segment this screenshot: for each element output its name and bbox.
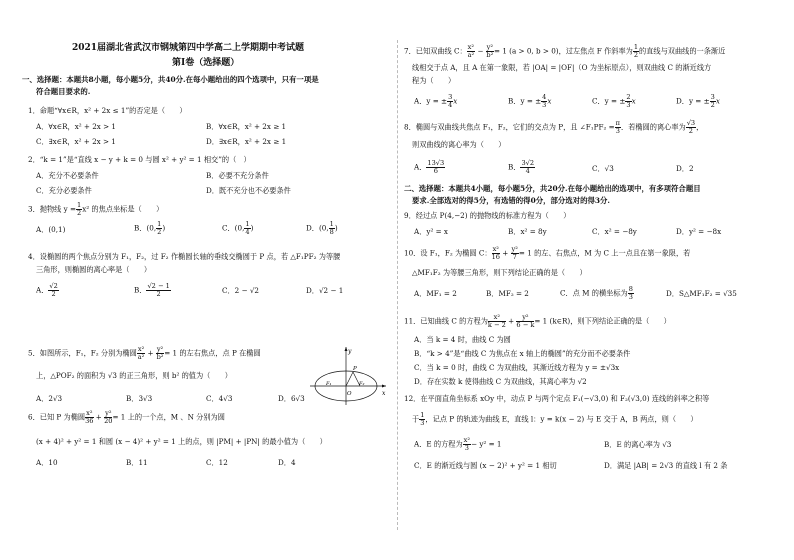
f1-label: F₁ bbox=[326, 381, 332, 387]
q1-option-b: B．∀x∈R，x² + 2x ≥ 1 bbox=[206, 122, 287, 131]
q6-option-b: B．11 bbox=[126, 458, 148, 467]
q5-option-d: D．6√3 bbox=[278, 394, 305, 403]
question-10: 10．设 F₁，F₂ 为椭圆 C： $\frac{\text{x²}}{16}$ + $\frac{\text{y²}}{7}$ = 1 的左、右焦点，M 为 C 上一点且在第一象限，若 bbox=[404, 245, 691, 261]
question-3 bbox=[28, 202, 163, 217]
q2-option-b: B．必要不充分条件 bbox=[206, 171, 269, 180]
section-1-instructions-cont: 符合题目要求的. bbox=[36, 87, 91, 96]
question-7: 7．已知双曲线 C： $\frac{\text{x²}}{\text{a²}}$ − $\frac{\text{y²}}{\text{b²}}$ = 1 (a > 0, b > 0)，过左焦点 F 作斜率为 $\frac{1}{2}$ 的直线与双曲线的一条渐近 bbox=[404, 43, 726, 59]
q12-option-b: B．E 的离心率为 √3 bbox=[604, 440, 672, 449]
question-6-cont: (x + 4)² + y² = 1 和圆 (x − 4)² + y² = 1 上的点，则 |PM| + |PN| 的最小值为（ ） bbox=[36, 437, 327, 446]
q11-option-a: A．当 k = 4 时，曲线 C 为圆 bbox=[414, 335, 511, 344]
question-10-cont: △MF₁F₂ 为等腰三角形，则下列结论正确的是（ ） bbox=[412, 268, 587, 277]
question-5: 5．如图所示，F₁，F₂ 分别为椭圆 $\frac{\text{x²}}{\text{a²}}$ + $\frac{\text{y²}}{\text{b²}}$ = 1 的左右焦点，点 P 在椭圆 bbox=[28, 345, 261, 361]
q12-option-c: C．E 的渐近线与圆 (x − 2)² + y² = 1 相切 bbox=[414, 461, 557, 470]
q12-option-d: D．满足 |AB| = 2√3 的直线 l 有 2 条 bbox=[604, 461, 728, 470]
q9-option-c: C．x² = −8y bbox=[592, 227, 637, 236]
q7-option-c: C．y = ± $\frac{2}{3}$ x bbox=[592, 93, 636, 109]
q3-text-b: x² 的焦点坐标是（ ） bbox=[82, 204, 164, 214]
q3-option-c: C．(0, $\frac{1}{4}$ ) bbox=[222, 220, 254, 236]
q2-option-a: A．充分不必要条件 bbox=[36, 171, 99, 180]
question-4-cont: 三角形，则椭圆的离心率是（ ） bbox=[36, 265, 152, 274]
q6-option-a: A．10 bbox=[36, 458, 58, 467]
q8-option-b: B． $\frac{3√2}{4}$ bbox=[508, 159, 535, 175]
q7-option-b: B．y = ± $\frac{4}{3}$ x bbox=[508, 93, 552, 109]
q7-option-a: A．y = ± $\frac{3}{4}$ x bbox=[414, 93, 458, 109]
q5-option-c: C．4√3 bbox=[206, 394, 233, 403]
q4-option-d: D．√2 − 1 bbox=[306, 286, 344, 295]
question-4: 4．设椭圆的两个焦点分别为 F₁，F₂，过 F₂ 作椭圆长轴的垂线交椭圆于 P 点，若 △F₁PF₂ 为等腰 bbox=[28, 252, 341, 261]
q4-option-b: B． $\frac{√2 - 1}{2}$ bbox=[134, 282, 170, 298]
question-2: 2．“k = 1”是“直线 x − y + k = 0 与圆 x² + y² = 1 相交”的（ ） bbox=[28, 155, 251, 164]
segment-op bbox=[346, 372, 353, 386]
section-subtitle: 第Ⅰ卷（选择题） bbox=[172, 58, 240, 68]
y-axis-label: y bbox=[348, 348, 352, 355]
q3-text-a: 3．抛物线 y = bbox=[28, 204, 76, 214]
q2-option-d: D．既不充分也不必要条件 bbox=[206, 186, 291, 195]
q6-option-c: C．12 bbox=[206, 458, 228, 467]
right-column bbox=[404, 0, 776, 560]
f2-label: F₂ bbox=[359, 381, 365, 387]
q5-option-b: B．3√3 bbox=[126, 394, 153, 403]
question-7-cont2: 程为（ ） bbox=[412, 76, 456, 85]
column-divider bbox=[397, 40, 398, 530]
q10-option-d: D．S△MF₁F₂ = √35 bbox=[666, 289, 737, 298]
q9-option-d: D．y² = −8x bbox=[676, 227, 722, 236]
q1-option-a: A．∀x∈R，x² + 2x > 1 bbox=[36, 122, 117, 131]
x-axis-label: x bbox=[382, 390, 386, 397]
q11-option-d: D．存在实数 k 使得曲线 C 为双曲线，其离心率为 √2 bbox=[414, 377, 587, 386]
question-6: 6．已知 P 为椭圆 $\frac{\text{x²}}{36}$ + $\frac{\text{y²}}{20}$ = 1 上的一个点，M 、N 分别为圆 bbox=[28, 409, 225, 425]
section-1-instructions: 一、选择题：本题共8小题，每小题5分，共40分.在每小题给出的四个选项中，只有一项是 bbox=[22, 75, 319, 84]
origin-label: O bbox=[347, 391, 352, 397]
question-7-cont: 线相交于点 A，且 A 在第一象限，若 |OA| = |OF|（O 为坐标原点），则双曲线 C 的渐近线方 bbox=[412, 63, 712, 72]
q3-option-d: D．(0, $\frac{1}{8}$ ) bbox=[306, 220, 338, 236]
question-1: 1．命题“∀x∈R，x² + 2x ≤ 1”的否定是（ ） bbox=[28, 106, 187, 115]
exam-title: 2021届湖北省武汉市钢城第四中学高二上学期期中考试题 bbox=[72, 43, 305, 53]
q9-option-b: B．x² = 8y bbox=[508, 227, 547, 236]
q7-option-d: D．y = ± $\frac{3}{2}$ x bbox=[676, 93, 720, 109]
question-12: 12．在平面直角坐标系 xOy 中，动点 P 与两个定点 F₁(−√3,0) 和 F₂(√3,0) 连线的斜率之积等 bbox=[404, 394, 710, 403]
left-column bbox=[22, 0, 392, 560]
q8-option-a: A． $\frac{13√3}{6}$ bbox=[414, 159, 445, 175]
section-2-instructions: 二、选择题：本题共4小题，每小题5分，共20分.在每小题给出的选项中，有多项符合题目 bbox=[404, 184, 701, 193]
q1-option-d: D．∃x∈R，x² + 2x ≥ 1 bbox=[206, 137, 287, 146]
q3-option-a: A．(0,1) bbox=[36, 225, 66, 234]
q2-option-c: C．充分必要条件 bbox=[36, 186, 92, 195]
question-5-cont: 上，△POF₂ 的面积为 √3 的正三角形，则 b² 的值为（ ） bbox=[36, 371, 232, 380]
q1-option-c: C．∃x∈R，x² + 2x > 1 bbox=[36, 137, 116, 146]
q4-option-a: A． $\frac{√2}{2}$ bbox=[36, 282, 58, 298]
q3-option-b: B．(0, $\frac{1}{2}$ ) bbox=[134, 220, 166, 236]
question-8: 8．椭圆与双曲线共焦点 F₁，F₂，它们的交点为 P，且 ∠F₁PF₂ = $\frac{\pi}{3}$ ．若椭圆的离心率为 $\frac{√3}{2}$ ， bbox=[404, 119, 704, 135]
question-11: 11．已知曲线 C 的方程为 $\frac{\text{x²}}{k - 2}$ + $\frac{\text{y²}}{6 - k}$ = 1 (k∈R)，则下列结论正确的是（ ） bbox=[404, 313, 671, 329]
ellipse-figure bbox=[306, 345, 388, 407]
q10-option-b: B．MF₂ = 2 bbox=[486, 289, 529, 298]
question-9: 9．经过点 P(4,−2) 的抛物线的标准方程为（ ） bbox=[404, 211, 571, 220]
question-8-cont: 则双曲线的离心率为（ ） bbox=[412, 140, 506, 149]
question-12-cont: 于 $\frac{1}{3}$ ，记点 P 的轨迹为曲线 E，直线 l：y = k(x − 2) 与 E 交于 A，B 两点，则（ ） bbox=[412, 411, 698, 427]
q10-option-a: A．MF₁ = 2 bbox=[414, 289, 457, 298]
section-2-instructions-cont: 要求.全部选对的得5分，有选错的得0分，部分选对的得3分. bbox=[412, 196, 610, 205]
q10-option-c: C．点 M 的横坐标为 $\frac{8}{3}$ bbox=[560, 285, 633, 301]
point-p-label: P bbox=[353, 366, 357, 372]
q12-option-a: A．E 的方程为 $\frac{\text{x²}}{3}$ − y² = 1 bbox=[414, 436, 502, 452]
q4-option-c: C．2 − √2 bbox=[222, 286, 260, 295]
q11-option-b: B．“k > 4”是“曲线 C 为焦点在 x 轴上的椭圆”的充分而不必要条件 bbox=[414, 349, 631, 358]
q6-option-d: D．4 bbox=[278, 458, 296, 467]
q8-option-d: D．2 bbox=[676, 164, 694, 173]
q11-option-c: C．当 k = 0 时，曲线 C 为双曲线，其渐近线方程为 y = ±√3x bbox=[414, 363, 620, 372]
q5-option-a: A．2√3 bbox=[36, 394, 63, 403]
q9-option-a: A．y² = x bbox=[414, 227, 448, 236]
q3-coef-fraction: $\frac{1}{2}$ bbox=[76, 201, 82, 217]
q8-option-c: C．√3 bbox=[592, 164, 614, 173]
